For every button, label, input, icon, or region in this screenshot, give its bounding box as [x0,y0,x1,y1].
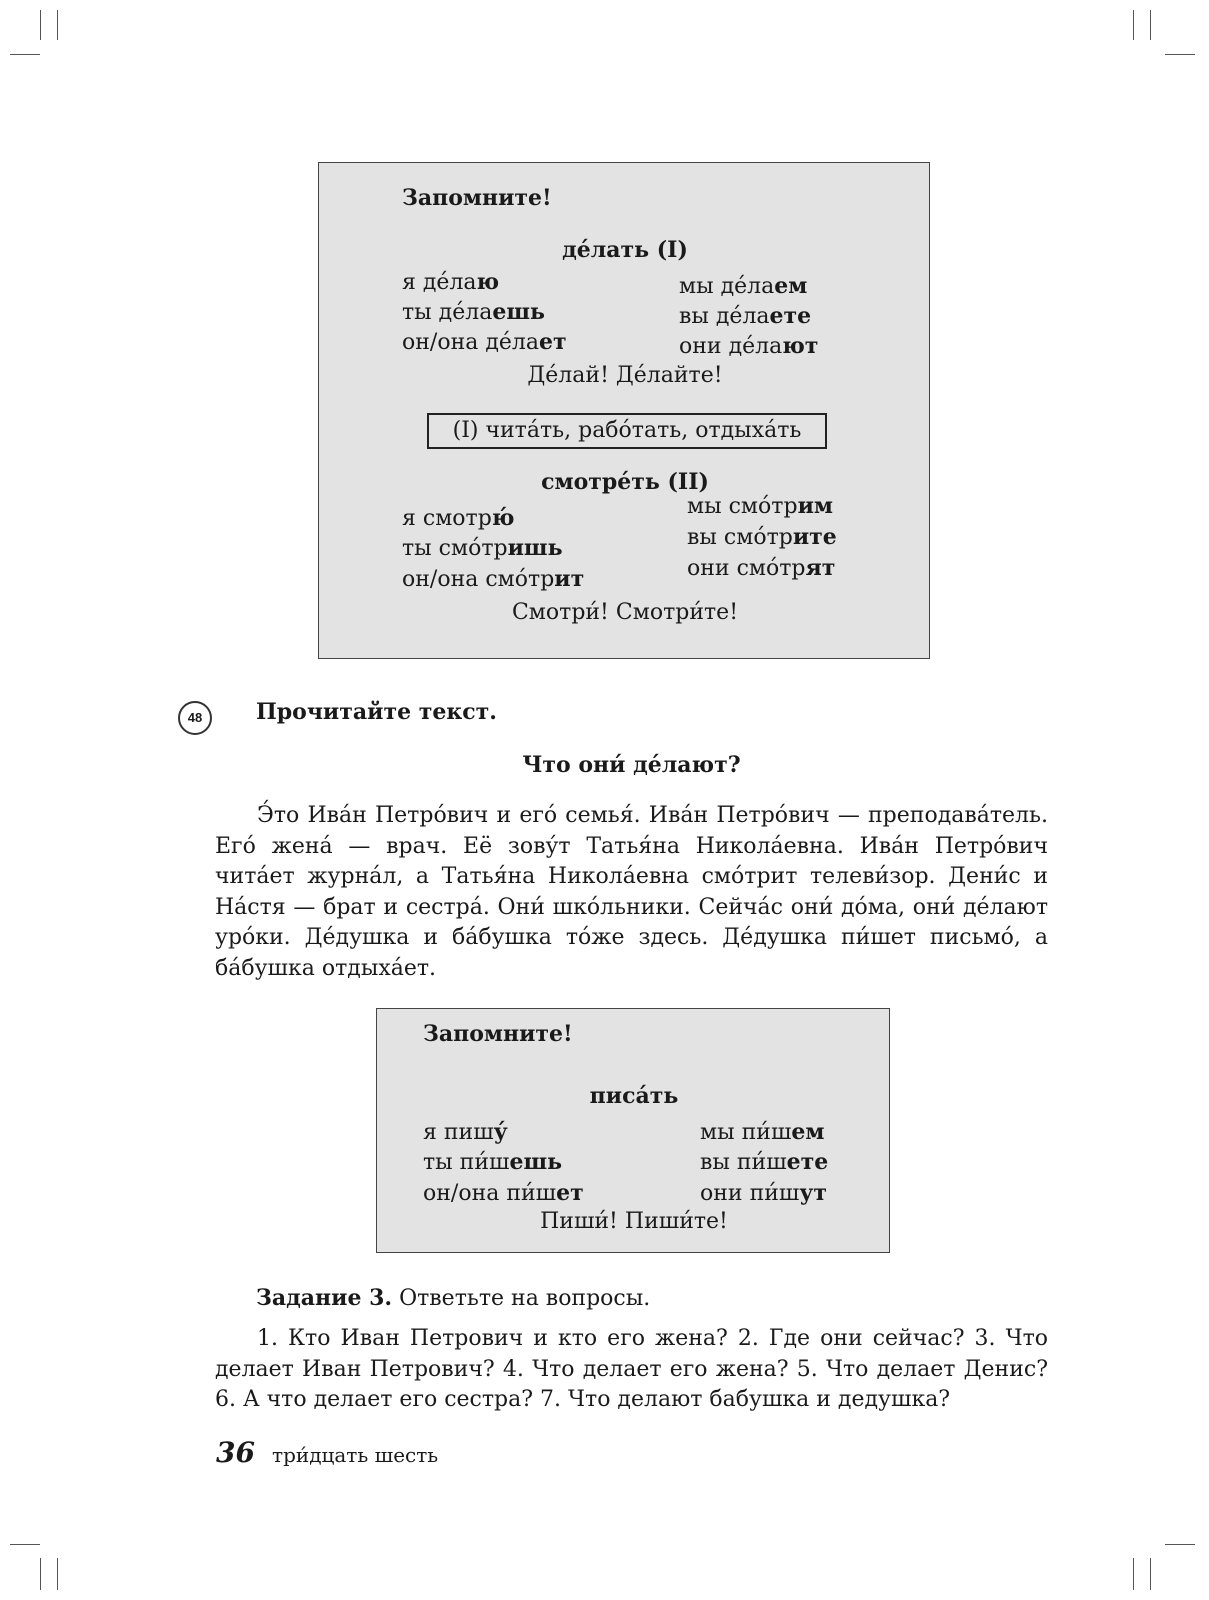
task-heading [256,1285,650,1312]
reading-text [215,801,1048,984]
audio-track-number: 48 [187,710,203,725]
crop-mark [1165,1544,1195,1545]
task-questions [215,1324,1048,1416]
text-line: Его́ жена́ — врач. Её зову́т Татья́на Никола́евна. Ива́н Петро́вич [215,833,1048,859]
imperative: Де́лай! Де́лайте! [527,363,723,388]
crop-mark [10,1544,40,1545]
conj-right-3: они пи́шут [700,1180,828,1206]
crop-mark [10,54,40,55]
conj-left-1: я пишу́ [423,1119,508,1145]
question-line: 1. Кто Иван Петрович и кто его жена? 2. Где они сейчас? 3. Что [257,1326,1048,1351]
conj-left-2: ты де́лаешь [402,299,545,325]
conj-left-2: ты пи́шешь [423,1149,563,1175]
remember-box-pisat [376,1008,890,1253]
text-line: уро́ки. Де́душка и ба́бушка то́же здесь. Де́душка пи́шет письмо́, а [215,925,1048,950]
text-line: чита́ет журна́л, а Татья́на Никола́евна смо́трит телеви́зор. Дени́с и [215,864,1048,889]
verb-title: писа́ть [589,1083,679,1109]
text-line: На́стя — брат и сестра́. Они́ шко́льники. Сейча́с они́ до́ма, они́ де́лают [215,894,1048,920]
conj-left-1: я де́лаю [402,269,500,295]
conj-left-2: ты смо́тришь [402,535,563,561]
task-label: Задание 3. [256,1285,393,1311]
reading-instruction: Прочитайте текст. [256,699,497,725]
page-number: 36 [216,1436,255,1469]
conj-right-1: мы де́лаем [679,273,808,299]
crop-mark [57,1558,58,1590]
conj-right-2: вы де́лаете [679,303,812,329]
crop-mark [1150,10,1151,40]
text-line: Э́то Ива́н Петро́вич и его́ семья́. Ива́н Петро́вич — преподава́тель. [257,803,1048,828]
box-heading: Запомните! [402,185,552,211]
imperative: Пиши́! Пиши́те! [540,1209,728,1234]
headphones-icon[interactable] [178,701,212,735]
conj-right-2: вы смо́трите [687,524,837,550]
crop-mark [40,1558,41,1590]
imperative: Смотри́! Смотри́те! [511,600,739,625]
conj-right-1: мы смо́трим [687,493,833,519]
question-line: 6. А что делает его сестра? 7. Что делают бабушка и дедушка? [215,1387,951,1412]
conj-right-3: они смо́трят [687,555,836,581]
crop-mark [40,10,41,40]
crop-mark [1150,1558,1151,1590]
conj-right-2: вы пи́шете [700,1149,829,1175]
conj-right-1: мы пи́шем [700,1119,825,1145]
question-line: делает Иван Петрович? 4. Что делает его жена? 5. Что делает Денис? [215,1356,1048,1382]
box-heading: Запомните! [423,1021,573,1047]
crop-mark [57,10,58,40]
conj-right-3: они де́лают [679,333,819,359]
conj-left-1: я смотрю́ [402,505,515,531]
text-line: ба́бушка отдыха́ет. [215,955,437,981]
crop-mark [1133,1558,1134,1590]
framed-verb-list: (I) чита́ть, рабо́тать, отдыха́ть [427,413,827,449]
remember-box-conjugation [318,162,930,659]
conj-left-3: он/она смо́трит [402,566,585,592]
conj-left-3: он/она де́лает [402,329,567,355]
verb-title: смотре́ть (II) [541,469,709,495]
text-title: Что они́ де́лают? [522,752,741,778]
page-number-words: три́дцать шесть [272,1443,439,1467]
conj-left-3: он/она пи́шет [423,1180,584,1206]
task-instruction: Ответьте на вопросы. [392,1286,651,1311]
crop-mark [1165,54,1195,55]
crop-mark [1133,10,1134,40]
verb-title: де́лать (I) [562,237,688,263]
